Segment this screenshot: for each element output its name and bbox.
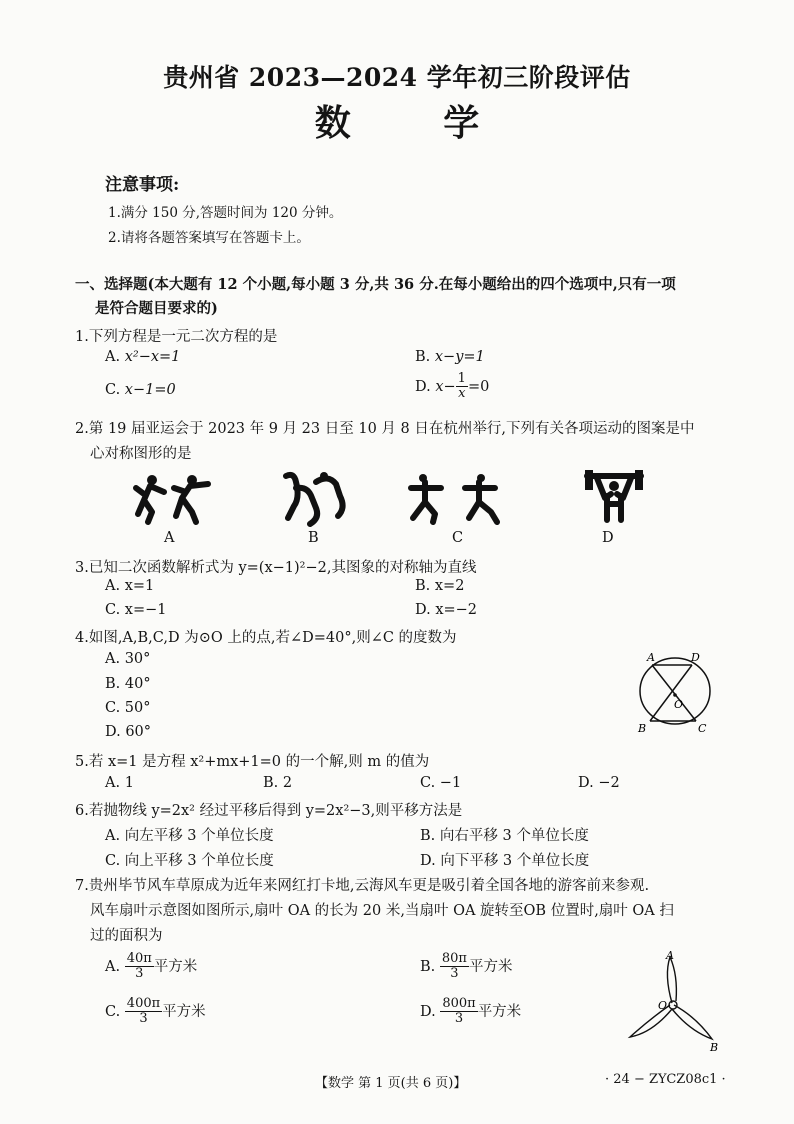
q7-d-unit: 平方米: [477, 1003, 522, 1020]
q6-option-b: B. 向右平移 3 个单位长度: [420, 828, 589, 844]
q1-b-label: B.: [415, 349, 431, 365]
q7-c-unit: 平方米: [162, 1003, 206, 1020]
q7-d-den: 3: [454, 1011, 464, 1027]
q1-stem: 1.下列方程是一元二次方程的是: [75, 329, 278, 345]
q5-stem: 5.若 x=1 是方程 x²+mx+1=0 的一个解,则 m 的值为: [75, 754, 430, 770]
q1-a-expr: x²−x=1: [124, 349, 181, 365]
q4-point-a: A: [647, 651, 655, 664]
q5-option-b: B. 2: [263, 775, 293, 791]
q1-option-c: [105, 382, 176, 398]
q1-d-post: =0: [467, 378, 490, 395]
q7-b-unit: 平方米: [468, 958, 513, 975]
q1-d-pre: x−: [435, 378, 456, 395]
q7-option-b: [420, 952, 512, 982]
q6-option-c: C. 向上平移 3 个单位长度: [105, 853, 274, 869]
q7-stem-line2: 风车扇叶示意图如图所示,扇叶 OA 的长为 20 米,当扇叶 OA 旋转至OB 位置时,扇叶 OA 扫: [90, 903, 674, 919]
q7-d-fraction: [440, 997, 477, 1027]
notice-heading: 注意事项:: [105, 175, 180, 195]
q3-option-c: C. x=−1: [105, 602, 167, 618]
q7-a-unit: 平方米: [153, 958, 198, 975]
q4-point-b: B: [638, 722, 647, 735]
taekwondo-pictogram-icon: [411, 474, 497, 522]
q4-option-a: A. 30°: [105, 651, 151, 667]
q3-option-d: D. x=−2: [415, 602, 478, 618]
q7-a-fraction: [125, 952, 154, 982]
section-heading: [75, 273, 725, 321]
q1-c-label: C.: [105, 382, 121, 398]
subject-title: 数 学: [314, 102, 520, 144]
q7-option-d: [420, 997, 521, 1027]
q4-point-d: D: [691, 651, 700, 664]
q5-option-c: C. −1: [420, 775, 462, 791]
q3-option-b: B. x=2: [415, 578, 465, 594]
q3-option-a: A. x=1: [105, 578, 155, 594]
q2-label-a: A: [164, 530, 175, 546]
q4-point-c: C: [698, 722, 707, 735]
q7-d-label: D.: [420, 1003, 436, 1020]
q4-option-b: B. 40°: [105, 676, 151, 692]
q7-d-num: 800π: [442, 996, 476, 1011]
q1-option-a: [105, 349, 180, 365]
q1-option-d: [415, 372, 489, 402]
q4-point-o: O: [674, 698, 684, 711]
q5-option-a: A. 1: [105, 775, 134, 791]
q1-d-num: 1: [457, 371, 466, 386]
q4-circle-figure: [630, 645, 720, 737]
exam-title: 贵州省 2023—2024 学年初三阶段评估: [163, 63, 631, 92]
q7-option-c: [105, 997, 206, 1027]
page-footer: 【数学 第 1 页(共 6 页)】: [315, 1076, 467, 1091]
section-heading-line2: 是符合题目要求的): [95, 300, 218, 317]
q6-option-a: A. 向左平移 3 个单位长度: [105, 828, 274, 844]
q4-option-d: D. 60°: [105, 724, 152, 740]
q7-a-label: A.: [105, 958, 121, 975]
q7-c-label: C.: [105, 1003, 121, 1020]
q7-point-o: O: [658, 999, 668, 1012]
q7-c-fraction: [125, 997, 162, 1027]
q1-option-b: [415, 349, 485, 365]
q2-label-c: C: [452, 530, 464, 546]
fencing-pictogram-icon: [136, 475, 208, 522]
weightlifting-pictogram-icon: [585, 470, 643, 520]
q3-stem: 3.已知二次函数解析式为 y=(x−1)²−2,其图象的对称轴为直线: [75, 560, 477, 576]
q2-sport-pictograms: [130, 468, 650, 530]
q7-b-den: 3: [450, 966, 459, 982]
q7-stem-line3: 过的面积为: [90, 928, 163, 944]
q7-windmill-figure: [620, 945, 730, 1055]
q1-a-label: A.: [105, 349, 121, 365]
q1-d-den: x: [458, 386, 466, 402]
q7-b-num: 80π: [441, 951, 467, 966]
q7-b-fraction: [440, 952, 469, 982]
q7-a-den: 3: [135, 966, 144, 982]
notice-item-1: 1.满分 150 分,答题时间为 120 分钟。: [108, 205, 343, 221]
q2-label-b: B: [308, 530, 319, 546]
q1-d-label: D.: [415, 378, 431, 395]
q7-b-label: B.: [420, 958, 436, 975]
q1-c-expr: x−1=0: [124, 382, 176, 398]
q5-option-d: D. −2: [578, 775, 620, 791]
q2-stem-line2: 心对称图形的是: [90, 446, 192, 462]
section-heading-line1: 一、选择题(本大题有 12 个小题,每小题 3 分,共 36 分.在每小题给出的四个选项中,只有一项: [75, 276, 676, 293]
q7-stem-line1: 7.贵州毕节风车草原成为近年来网红打卡地,云海风车更是吸引着全国各地的游客前来参观.: [75, 878, 650, 894]
q7-c-den: 3: [139, 1011, 148, 1027]
q4-stem: 4.如图,A,B,C,D 为⊙O 上的点,若∠D=40°,则∠C 的度数为: [75, 630, 457, 646]
q7-c-num: 400π: [126, 996, 161, 1011]
q2-stem-line1: 2.第 19 届亚运会于 2023 年 9 月 23 日至 10 月 8 日在杭州举行,下列有关各项运动的图案是中: [75, 421, 695, 437]
q1-b-expr: x−y=1: [434, 349, 485, 365]
q1-d-fraction: [456, 372, 468, 402]
q7-point-a: A: [666, 949, 674, 962]
q6-stem: 6.若抛物线 y=2x² 经过平移后得到 y=2x²−3,则平移方法是: [75, 803, 463, 819]
wrestling-pictogram-icon: [286, 472, 343, 524]
notice-item-2: 2.请将各题答案填写在答题卡上。: [108, 230, 310, 246]
q7-option-a: [105, 952, 197, 982]
q7-point-b: B: [710, 1041, 719, 1054]
exam-code: · 24 − ZYCZ08c1 ·: [605, 1072, 726, 1087]
q7-a-num: 40π: [126, 951, 152, 966]
q6-option-d: D. 向下平移 3 个单位长度: [420, 853, 590, 869]
q2-label-d: D: [602, 530, 614, 546]
q4-option-c: C. 50°: [105, 700, 151, 716]
